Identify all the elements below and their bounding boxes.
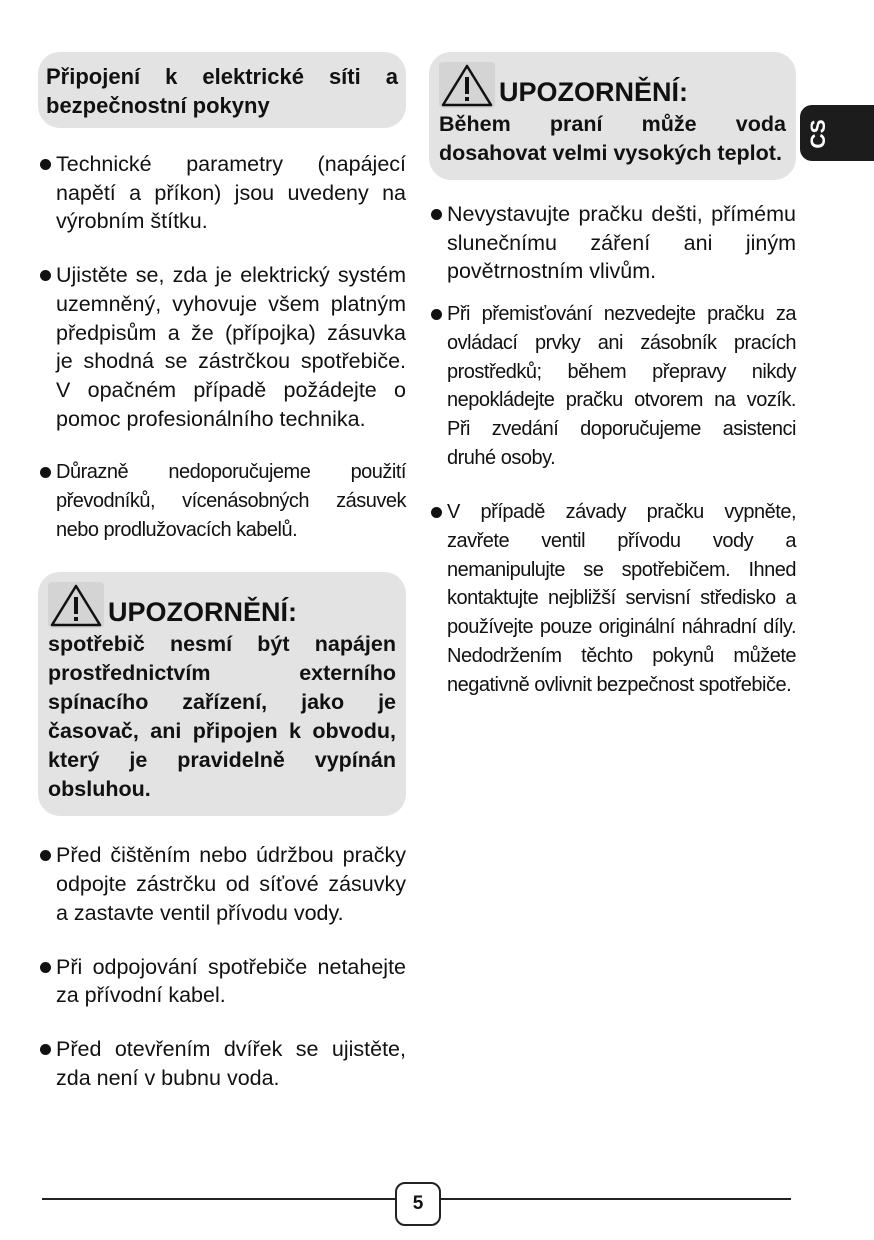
warning-box xyxy=(38,572,406,816)
footer-divider-right xyxy=(441,1198,791,1200)
bullet-dot-icon xyxy=(431,309,442,320)
bullet-dot-icon xyxy=(40,467,51,478)
warning-text: Během praní může voda dosahovat velmi vysokých teplot. xyxy=(439,112,786,165)
right-column xyxy=(429,52,796,699)
bullet-dot-icon xyxy=(40,962,51,973)
footer-divider-left xyxy=(42,1198,395,1200)
left-column xyxy=(38,52,406,1092)
list-item: Při přemisťování nezvedejte pračku za ovládací prvky ani zásobník pracích prostředků; během přepravy nikdy nepokládejte pračku otvorem na vozík. Při zvedání doporučujeme asistenci druhé osoby. xyxy=(429,300,796,472)
bullet-dot-icon xyxy=(431,507,442,518)
warning-triangle-icon xyxy=(439,62,495,108)
bullet-dot-icon xyxy=(40,1044,51,1055)
bullet-dot-icon xyxy=(40,159,51,170)
list-item: Před otevřením dvířek se ujistěte, zda není v bubnu voda. xyxy=(38,1035,406,1092)
list-item: Technické parametry (napájecí napětí a příkon) jsou uvedeny na výrobním štítku. xyxy=(38,150,406,236)
language-tab xyxy=(800,105,874,161)
section-heading: Připojení k elektrické síti a bezpečnostní pokyny xyxy=(46,64,398,118)
list-item: Při odpojování spotřebiče netahejte za přívodní kabel. xyxy=(38,953,406,1010)
page-number: 5 xyxy=(395,1182,441,1226)
bullet-dot-icon xyxy=(40,270,51,281)
bullet-dot-icon xyxy=(431,209,442,220)
warning-title: UPOZORNĚNÍ: xyxy=(108,597,297,628)
warning-title: UPOZORNĚNÍ: xyxy=(499,77,688,107)
warning-triangle-icon xyxy=(48,582,104,628)
list-item: Nevystavujte pračku dešti, přímému slunečnímu záření ani jiným povětrnostním vlivům. xyxy=(429,200,796,286)
language-code: CS xyxy=(807,119,830,149)
warning-box xyxy=(429,52,796,180)
warning-text: spotřebič nesmí být napájen prostřednictvím externího spínacího zařízení, jako je časovač, ani připojen k obvodu, který je pravidelně vypínán obsluhou. xyxy=(48,632,396,802)
bullet-dot-icon xyxy=(40,850,51,861)
list-item: Ujistěte se, zda je elektrický systém uzemněný, vyhovuje všem platným předpisům a že (přípojka) zásuvka je shodná se zástrčkou spotřebiče. V opačném případě požádejte o pomoc profesionálního technika. xyxy=(38,261,406,433)
list-item: Před čištěním nebo údržbou pračky odpojte zástrčku od síťové zásuvky a zastavte ventil přívodu vody. xyxy=(38,841,406,927)
list-item: V případě závady pračku vypněte, zavřete ventil přívodu vody a nemanipulujte se spotřebičem. Ihned kontaktujte nejbližší servisní středisko a používejte pouze originální náhradní díly. Nedodržením těchto pokynů můžete negativně ovlivnit bezpečnost spotřebiče. xyxy=(429,498,796,699)
list-item: Důrazně nedoporučujeme použití převodníků, vícenásobných zásuvek nebo prodlužovacích kabelů. xyxy=(38,458,406,544)
section-heading-box xyxy=(38,52,406,128)
